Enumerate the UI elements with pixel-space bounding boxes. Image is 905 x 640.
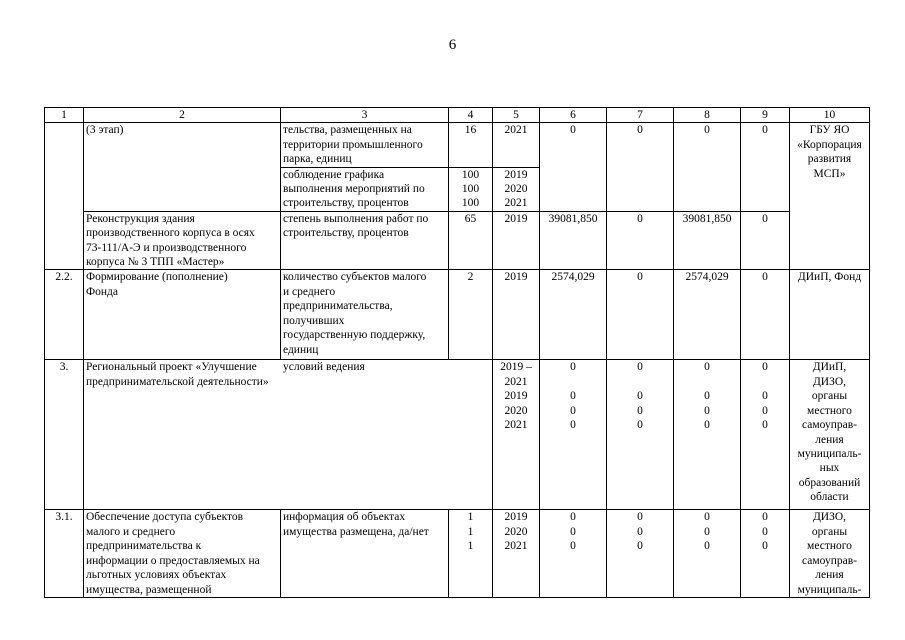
amount-cell: 0 — [741, 211, 790, 270]
amount-cell: 0 — [540, 123, 607, 211]
amount-cell: 0 — [607, 123, 674, 211]
number-cell: 3.1. — [45, 510, 84, 598]
amount-cell: 0 0 0 0 — [607, 360, 674, 510]
amount-cell: 0 0 0 0 — [540, 360, 607, 510]
header-cell: 6 — [540, 108, 607, 123]
table-row — [45, 360, 870, 510]
project-title-cell: Региональный проект «Улучшение предпринимательской деятельности» условий ведения — [84, 360, 493, 510]
amount-cell: 39081,850 — [674, 211, 741, 270]
header-cell: 3 — [281, 108, 449, 123]
amount-cell: 0 — [607, 270, 674, 360]
year-cell: 2021 — [493, 123, 540, 167]
amount-cell: 0 0 0 — [540, 510, 607, 598]
year-cell: 2019 2020 2021 — [493, 167, 540, 211]
activity-cell: Обеспечение доступа субъектов малого и среднего предпринимательства к информации о предоставляемых на льготных условиях объектах имущества, размещенной — [84, 510, 281, 598]
amount-cell: 0 0 0 — [674, 510, 741, 598]
header-row — [45, 108, 870, 123]
activity-cell: Формирование (пополнение) Фонда — [84, 270, 281, 360]
indicator-cell: тельства, размещенных на территории промышленного парка, единиц — [281, 123, 449, 167]
table-row — [45, 211, 870, 270]
page-number: 6 — [448, 37, 457, 53]
amount-cell: 0 0 0 0 — [741, 360, 790, 510]
executor-cell: ДИиП, Фонд — [790, 270, 870, 360]
header-cell: 1 — [45, 108, 84, 123]
value-cell: 16 — [449, 123, 493, 167]
number-cell: 3. — [45, 360, 84, 510]
indicator-cell: соблюдение графика выполнения мероприятий по строительству, процентов — [281, 167, 449, 211]
indicator-cell: степень выполнения работ по строительству, процентов — [281, 211, 449, 270]
amount-cell: 0 — [674, 123, 741, 211]
year-cell: 2019 — [493, 270, 540, 360]
number-cell — [45, 123, 84, 270]
year-cell: 2019 — [493, 211, 540, 270]
header-cell: 8 — [674, 108, 741, 123]
amount-cell: 39081,850 — [540, 211, 607, 270]
table-row — [45, 510, 870, 598]
executor-cell: ДИиП, ДИЗО, органы местного самоуправ- ления муниципаль- ных образований области — [790, 360, 870, 510]
table-row — [45, 123, 870, 167]
year-cell: 2019 2020 2021 — [493, 510, 540, 598]
value-cell: 100 100 100 — [449, 167, 493, 211]
table-row — [45, 270, 870, 360]
value-cell: 65 — [449, 211, 493, 270]
value-cell: 1 1 1 — [449, 510, 493, 598]
amount-cell: 0 — [741, 270, 790, 360]
executor-cell: ДИЗО, органы местного самоуправ- ления муниципаль- — [790, 510, 870, 598]
amount-cell: 0 0 0 — [607, 510, 674, 598]
header-cell: 7 — [607, 108, 674, 123]
activity-cell: (3 этап) — [84, 123, 281, 211]
indicator-cell: количество субъектов малого и среднего предпринимательства, получивших государственную поддержку, единиц — [281, 270, 449, 360]
amount-cell: 0 — [741, 123, 790, 211]
amount-cell: 0 0 0 — [741, 510, 790, 598]
indicator-cell: информация об объектах имущества размещена, да/нет — [281, 510, 449, 598]
amount-cell: 2574,029 — [674, 270, 741, 360]
executor-cell: ГБУ ЯО «Корпорация развития МСП» — [790, 123, 870, 270]
activity-cell: Реконструкция здания производственного корпуса в осях 73-111/А-Э и производственного корпуса № 3 ТПП «Мастер» — [84, 211, 281, 270]
header-cell: 4 — [449, 108, 493, 123]
header-cell: 9 — [741, 108, 790, 123]
value-cell: 2 — [449, 270, 493, 360]
program-table — [44, 107, 870, 598]
amount-cell: 2574,029 — [540, 270, 607, 360]
amount-cell: 0 — [607, 211, 674, 270]
amount-cell: 0 0 0 0 — [674, 360, 741, 510]
number-cell: 2.2. — [45, 270, 84, 360]
header-cell: 5 — [493, 108, 540, 123]
header-cell: 2 — [84, 108, 281, 123]
header-cell: 10 — [790, 108, 870, 123]
year-cell: 2019 – 2021 2019 2020 2021 — [493, 360, 540, 510]
